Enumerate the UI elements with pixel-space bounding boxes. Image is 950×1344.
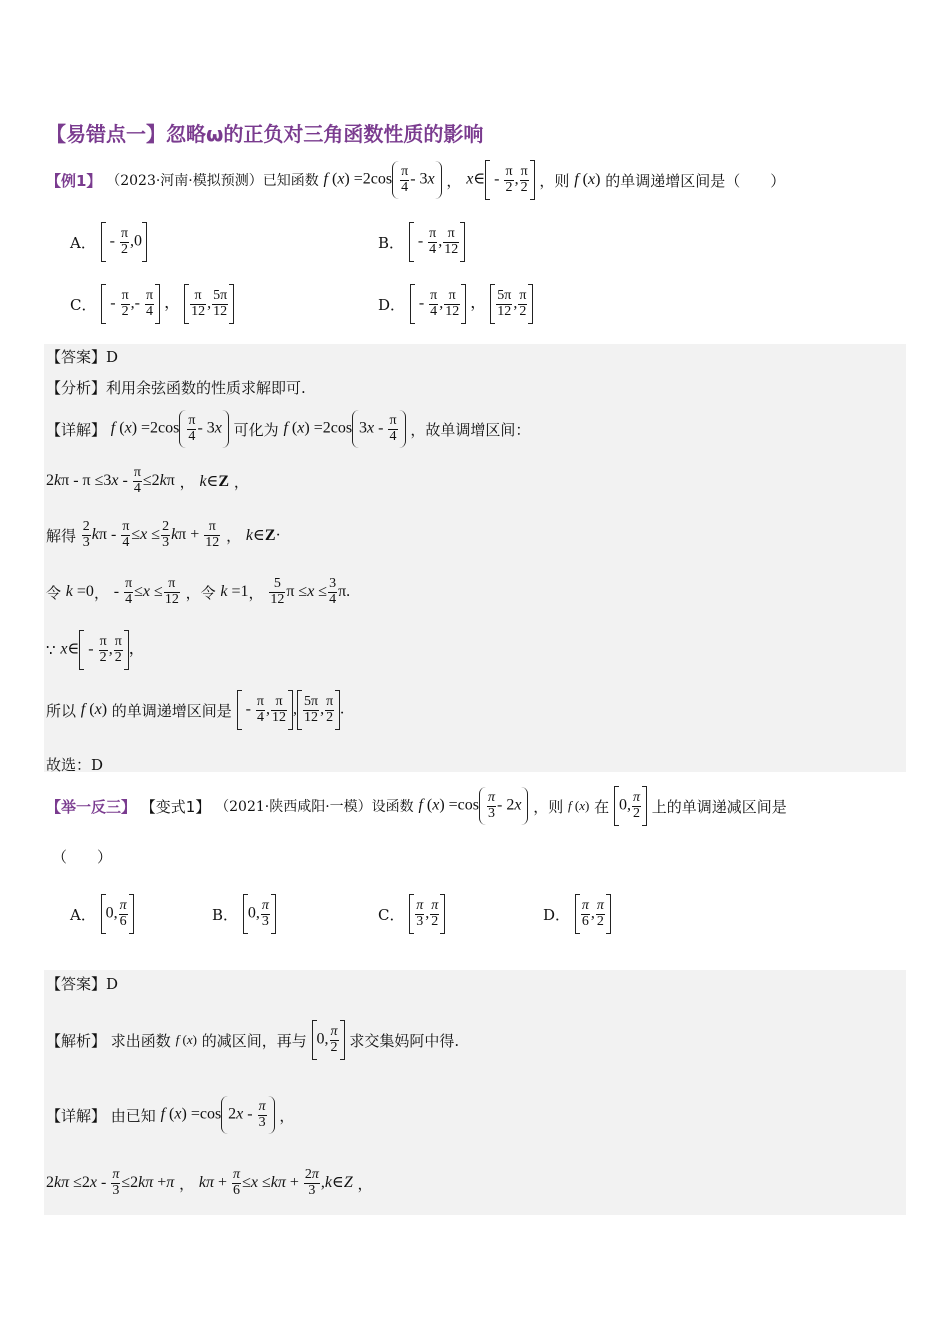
variant-option-c[interactable]: C． $\frac{\pi}{3}$ , $\frac{\pi}{2}$	[378, 894, 445, 934]
solution1-solve: 解得 $\frac{2}{3}$ kπ - $\frac{\pi}{4}$ ≤x ≤ $\frac{2}{3}$ kπ + $\frac{\pi}{12}$ ， k∈Z·	[46, 519, 281, 550]
solution1-detail: 【详解】 f (x) =2cos $\frac{\pi}{4}$ - 3x 可化为 f (x) =2cos 3x - $\frac{\pi}{4}$ ，故单调增区间：	[46, 410, 530, 448]
solution1-conclusion: 所以 f (x) 的单调递增区间是 - $\frac{\pi}{4}$ , $\frac{\pi}{12}$ , $\frac{5\pi}{12}$ , $\frac{\pi}{2}$ .	[46, 690, 344, 730]
option-a[interactable]: A． - $\frac{\pi}{2}$ ,0	[70, 222, 147, 262]
example1-question: 【例1】 （2023·河南·模拟预测）已知函数 f (x) =2cos $\frac{\pi}{4}$ - 3x ， x∈ - $\frac{\pi}{2}$ , $\frac{\pi}{2}$ ，则 f (x) 的单调递增区间是（ ）	[46, 160, 785, 204]
example1-fx: f (x)	[574, 171, 601, 188]
solution1-analysis: 【分析】利用余弦函数的性质求解即可.	[46, 379, 306, 397]
solution2-analysis: 【解析】 求出函数 f (x) 的减区间，再与 0, $\frac{\pi}{2}$ 求交集妈阿中得.	[46, 1020, 459, 1060]
solution2-answer: 【答案】D	[46, 975, 119, 993]
solution1-cases: 令 k =0， - $\frac{\pi}{4}$ ≤x ≤ $\frac{\pi}{12}$ ，令 k =1， $\frac{5}{12}$ π ≤x ≤ $\frac{3}{4}$ π.	[46, 576, 351, 607]
solution2-inequality: 2kπ ≤2x - $\frac{\pi}{3}$ ≤2kπ +π ， kπ + $\frac{\pi}{6}$ ≤x ≤kπ + $\frac{2\pi}{3}$ ,k∈Z ，	[46, 1167, 373, 1198]
option-b[interactable]: B． - $\frac{\pi}{4}$ , $\frac{\pi}{12}$	[378, 222, 465, 262]
variant-option-a[interactable]: A． 0, $\frac{\pi}{6}$	[70, 894, 134, 934]
example1-tag: 【例1】	[46, 171, 102, 190]
example1-function: f (x) =2cos $\frac{\pi}{4}$ - 3x	[324, 161, 442, 199]
variant1-paren: （ ）	[52, 848, 113, 866]
solution1-inequality: 2kπ - π ≤3x - $\frac{\pi}{4}$ ≤2kπ ， k∈Z ，	[46, 465, 249, 496]
variant1-tag: 【举一反三】	[46, 797, 137, 816]
solution1-choose: 故选：D	[46, 756, 104, 774]
option-c[interactable]: C． - $\frac{\pi}{2}$ ,- $\frac{\pi}{4}$ ， $\frac{\pi}{12}$ , $\frac{5\pi}{12}$	[70, 284, 234, 324]
variant-option-d[interactable]: D． $\frac{\pi}{6}$ , $\frac{\pi}{2}$	[543, 894, 611, 934]
variant-option-b[interactable]: B． 0, $\frac{\pi}{3}$	[212, 894, 276, 934]
option-d[interactable]: D． - $\frac{\pi}{4}$ , $\frac{\pi}{12}$ ， $\frac{5\pi}{12}$ , $\frac{\pi}{2}$	[378, 284, 533, 324]
variant1-question: 【举一反三】 【变式1】 （2021·陕西咸阳·一模）设函数 f (x) =cos $\frac{\pi}{3}$ - 2x ，则 f (x) 在 0, $\frac{\pi}{2}$ 上的单调递减区间是	[46, 786, 787, 830]
solution1-answer: 【答案】D	[46, 348, 119, 366]
variant1-subtag: 【变式1】	[140, 797, 211, 816]
example1-domain: x∈ - $\frac{\pi}{2}$ , $\frac{\pi}{2}$	[466, 160, 534, 200]
example1-source: （2023·河南·模拟预测）已知函数	[106, 173, 319, 189]
section-heading: 【易错点一】忽略ω的正负对三角函数性质的影响	[46, 122, 484, 146]
solution1-since: ∵ x∈ - $\frac{\pi}{2}$ , $\frac{\pi}{2}$ ，	[46, 630, 145, 670]
solution2-detail: 【详解】 由已知 f (x) =cos 2x - $\frac{\pi}{3}$ ，	[46, 1096, 294, 1134]
